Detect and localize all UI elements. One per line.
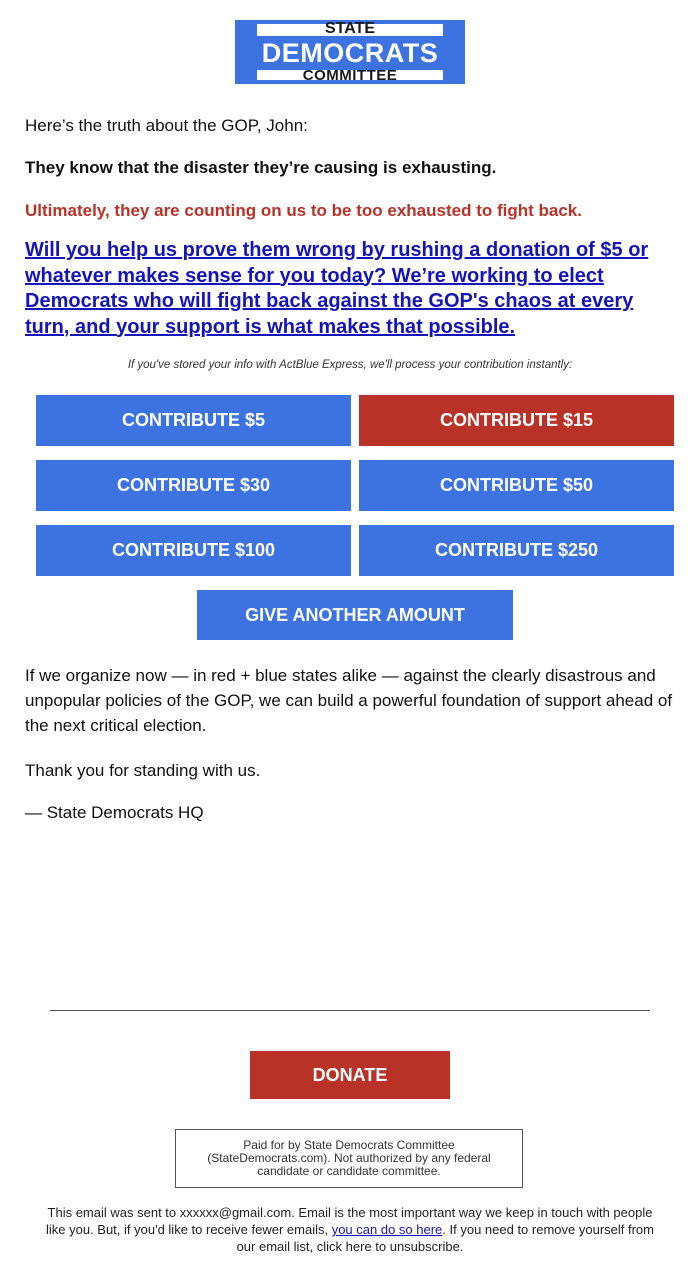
logo-line-democrats: DEMOCRATS: [261, 38, 439, 68]
bold-statement: They know that the disaster they’re causing is exhausting.: [25, 158, 497, 177]
donate-button[interactable]: DONATE: [250, 1051, 450, 1099]
footer-text-pre: This email was sent to xxxxxx@gmail.com. Email is the most important way we keep in touch with people like you. But, if you'd like to receive fewer emails,: [45, 1205, 653, 1237]
contribute-250-button[interactable]: CONTRIBUTE $250: [359, 525, 674, 576]
signoff-text: — State Democrats HQ: [25, 803, 204, 822]
body-paragraph: If we organize now — in red + blue states alike — against the clearly disastrous and unpopular policies of the GOP, we can build a powerful foundation of support ahead of the next critical election.: [25, 666, 673, 735]
give-another-amount-button[interactable]: GIVE ANOTHER AMOUNT: [197, 590, 513, 640]
fewer-emails-link[interactable]: you can do so here: [331, 1222, 443, 1237]
actblue-express-note: If you've stored your info with ActBlue Express, we'll process your contribution instantly:: [127, 359, 573, 371]
paid-for-disclaimer: [175, 1129, 523, 1188]
footer-text: [40, 1204, 660, 1255]
contribute-100-button[interactable]: CONTRIBUTE $100: [36, 525, 351, 576]
contribute-50-button[interactable]: CONTRIBUTE $50: [359, 460, 674, 511]
footer-text-post: . If you need to remove yourself from our email list, click here to unsubscribe.: [236, 1222, 654, 1254]
divider: [50, 1010, 650, 1011]
contribute-30-button[interactable]: CONTRIBUTE $30: [36, 460, 351, 511]
donation-ask-link[interactable]: Will you help us prove them wrong by rushing a donation of $5 or whatever makes sense for you today? We’re working to elect Democrats who will fight back against the GOP's chaos at every turn, and your support is what makes that possible.: [25, 239, 649, 338]
thanks-text: Thank you for standing with us.: [25, 761, 261, 780]
logo-line-state: STATE: [324, 20, 376, 37]
paid-for-text: Paid for by State Democrats Committee (StateDemocrats.com). Not authorized by any federal candidate or candidate committee.: [207, 1138, 491, 1178]
contribute-5-button[interactable]: CONTRIBUTE $5: [36, 395, 351, 446]
state-democrats-logo: [235, 20, 465, 84]
contribute-15-button[interactable]: CONTRIBUTE $15: [359, 395, 674, 446]
red-statement: Ultimately, they are counting on us to be too exhausted to fight back.: [25, 201, 582, 220]
logo-line-committee: COMMITTEE: [302, 67, 398, 84]
greeting-text: Here’s the truth about the GOP, John:: [25, 116, 308, 135]
